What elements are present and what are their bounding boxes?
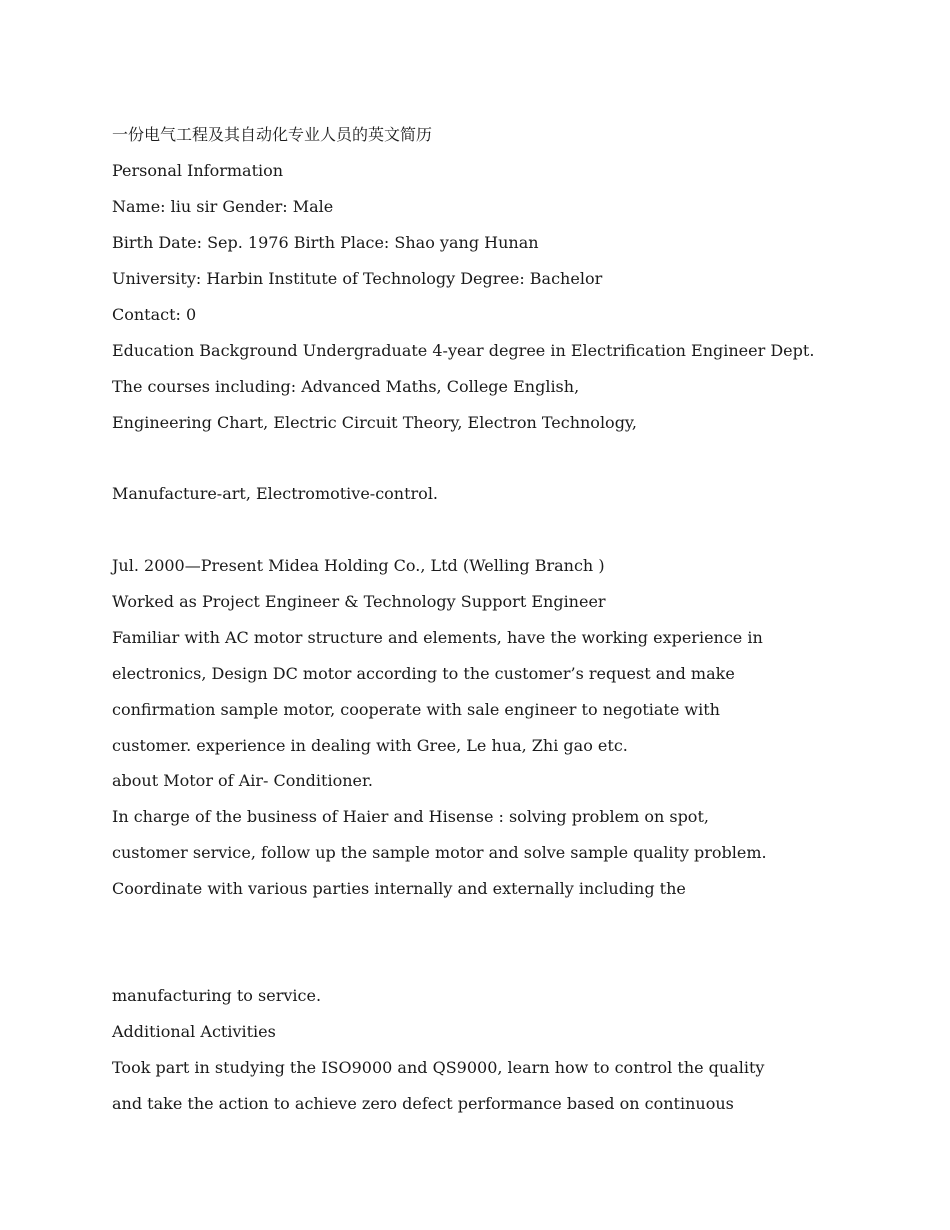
description-line-8: Coordinate with various parties internally and externally including the	[112, 879, 686, 898]
contact-line: Contact: 0	[112, 305, 197, 324]
description-line-9: manufacturing to service.	[112, 986, 322, 1005]
personal-info-heading: Personal Information	[112, 161, 284, 180]
description-line-7: customer service, follow up the sample motor and solve sample quality problem.	[112, 843, 767, 862]
courses-line-1: The courses including: Advanced Maths, College English,	[112, 377, 580, 396]
description-line-1: Familiar with AC motor structure and elements, have the working experience in	[112, 628, 763, 647]
education-line: Education Background Undergraduate 4-year degree in Electrification Engineer Dept.	[112, 341, 815, 360]
document-title: 一份电气工程及其自动化专业人员的英文简历	[112, 125, 433, 144]
description-line-2: electronics, Design DC motor according to the customer’s request and make	[112, 664, 735, 683]
job-line: Jul. 2000—Present Midea Holding Co., Ltd (Welling Branch )	[112, 556, 605, 575]
university-line: University: Harbin Institute of Technology Degree: Bachelor	[112, 269, 603, 288]
description-line-6: In charge of the business of Haier and Hisense : solving problem on spot,	[112, 807, 709, 826]
courses-line-3: Manufacture-art, Electromotive-control.	[112, 484, 439, 503]
description-line-3: confirmation sample motor, cooperate with sale engineer to negotiate with	[112, 700, 720, 719]
additional-line-1: Took part in studying the ISO9000 and QS9000, learn how to control the quality	[112, 1058, 765, 1077]
additional-line-2: and take the action to achieve zero defect performance based on continuous	[112, 1094, 734, 1113]
additional-activities-heading: Additional Activities	[112, 1022, 276, 1041]
name-line: Name: liu sir Gender: Male	[112, 197, 334, 216]
birth-line: Birth Date: Sep. 1976 Birth Place: Shao yang Hunan	[112, 233, 539, 252]
description-line-5: about Motor of Air- Conditioner.	[112, 771, 373, 790]
courses-line-2: Engineering Chart, Electric Circuit Theory, Electron Technology,	[112, 413, 637, 432]
description-line-4: customer. experience in dealing with Gree, Le hua, Zhi gao etc.	[112, 736, 628, 755]
role-line: Worked as Project Engineer & Technology Support Engineer	[112, 592, 606, 611]
